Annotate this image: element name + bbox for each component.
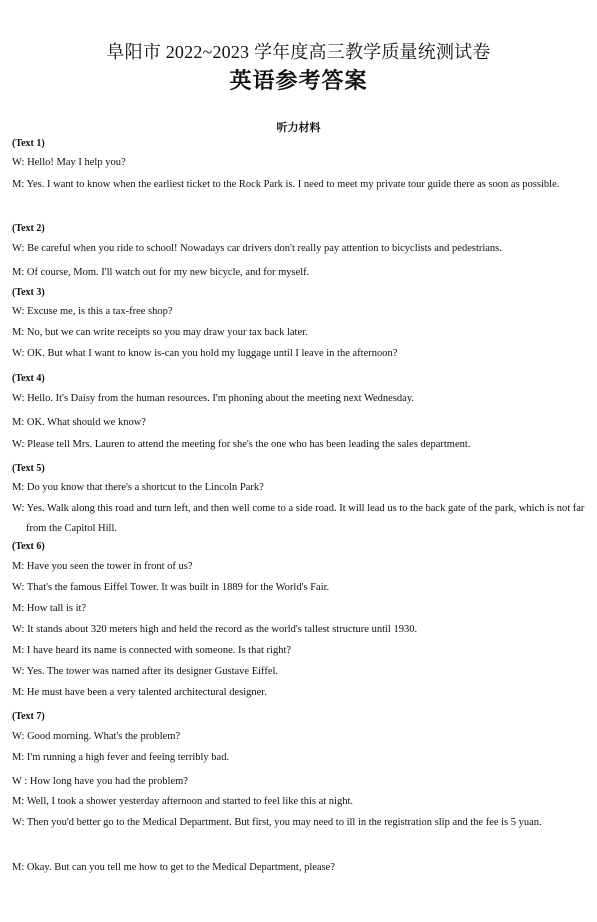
section-heading: 听力材料 [276, 122, 321, 134]
dialogue-line: M: I'm running a high fever and feeing terribly bad. [12, 752, 230, 763]
dialogue-line: W : How long have you had the problem? [12, 776, 188, 787]
dialogue-line: M: Well, I took a shower yesterday afternoon and started to feel like this at night. [12, 796, 353, 807]
dialogue-line: W: Be careful when you ride to school! Nowadays car drivers don't really pay attention to bicyclists and pedestrians. [12, 243, 502, 254]
text-6-label: (Text 6) [12, 541, 45, 552]
dialogue-line: M: Have you seen the tower in front of us? [12, 561, 193, 572]
dialogue-line: W: Excuse me, is this a tax-free shop? [12, 306, 173, 317]
dialogue-line: W: Then you'd better go to the Medical Department. But first, you may need to ill in the registration slip and the fee is 5 yuan. [12, 817, 542, 828]
dialogue-line: W: Yes. Walk along this road and turn left, and then well come to a side road. It will lead us to the back gate of the park, which is not far from the Capitol Hill. [12, 503, 585, 534]
dialogue-line: M: Do you know that there's a shortcut to the Lincoln Park? [12, 482, 264, 493]
text-3-label: (Text 3) [12, 287, 45, 298]
document-subtitle: 英语参考答案 [229, 68, 368, 93]
dialogue-line: M: How tall is it? [12, 603, 87, 614]
dialogue-line: W: Hello. It's Daisy from the human resources. I'm phoning about the meeting next Wednesday. [12, 393, 415, 404]
dialogue-line: M: OK. What should we know? [12, 417, 146, 428]
dialogue-line: M: He must have been a very talented architectural designer. [12, 687, 267, 698]
dialogue-line: W: That's the famous Eiffel Tower. It was built in 1889 for the World's Fair. [12, 582, 330, 593]
text-7-label: (Text 7) [12, 711, 45, 722]
dialogue-line: M: Of course, Mom. I'll watch out for my new bicycle, and for myself. [12, 267, 310, 278]
dialogue-line: W: Hello! May I help you? [12, 157, 126, 168]
dialogue-line: M: No, but we can write receipts so you may draw your tax back later. [12, 327, 308, 338]
dialogue-line: W: OK. But what I want to know is-can you hold my luggage until I leave in the afternoon? [12, 348, 398, 359]
dialogue-line: M: I have heard its name is connected with someone. Is that right? [12, 645, 292, 656]
dialogue-line: W: Yes. The tower was named after its designer Gustave Eiffel. [12, 666, 279, 677]
dialogue-line: W: Please tell Mrs. Lauren to attend the meeting for she's the one who has been leading the sales department. [12, 439, 471, 450]
text-4-label: (Text 4) [12, 373, 45, 384]
dialogue-line: M: Yes. I want to know when the earliest ticket to the Rock Park is. I need to meet my private tour guide there as soon as possible. [12, 179, 560, 190]
text-2-label: (Text 2) [12, 223, 45, 234]
text-5-label: (Text 5) [12, 463, 45, 474]
document-title: 阜阳市 2022~2023 学年度高三教学质量统测试卷 [106, 42, 491, 62]
dialogue-line: W: Good morning. What's the problem? [12, 731, 181, 742]
text-1-label: (Text 1) [12, 138, 45, 149]
dialogue-line: M: Okay. But can you tell me how to get to the Medical Department, please? [12, 862, 335, 873]
dialogue-line: W: It stands about 320 meters high and held the record as the world's tallest structure until 1930. [12, 624, 418, 635]
